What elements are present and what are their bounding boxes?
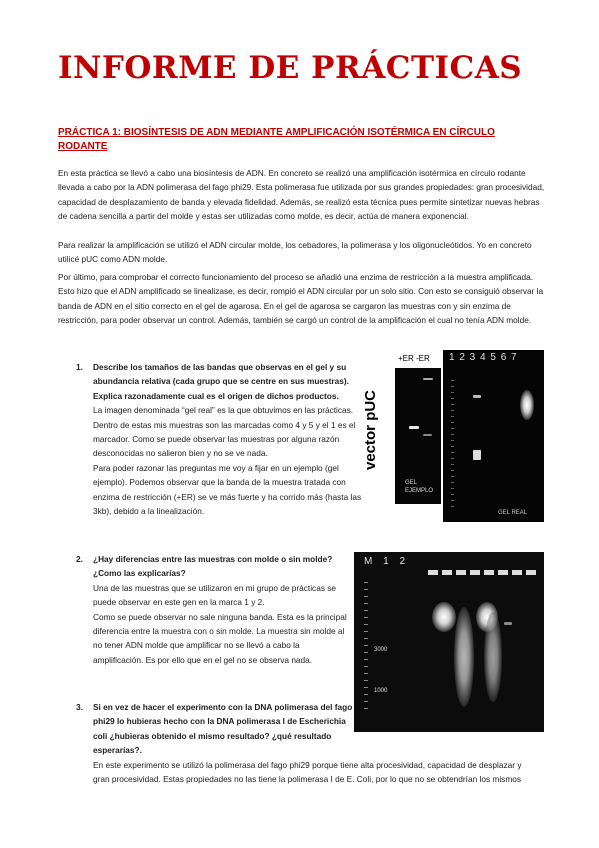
intro-paragraph-3: Por último, para comprobar el correcto funcionamiento del proceso se añadió una enzima de restricción a la muestra amplificada. Esto hizo que el ADN amplificado se linealizase, es decir, rompió el ADN circular por un solo sitio. Con esto se consiguió observar la banda de ADN en el sitio correcto en el gel de agarosa. En el gel de agarosa se cargaron las muestras con y sin enzima de restricción, para poder observar un control. Además, también se cargó un control de la amplificación el cual no tenía ADN molde. <box>58 272 544 326</box>
question-2-answer-2: Como se puede observar no sale ninguna banda. Esta es la principal diferencia entre la muestra con o sin molde. La muestra sin molde al no tener ADN molde que amplificar no se llevó a cabo la amplificación. Es por ello que en el gel no se observa nada. <box>93 611 347 665</box>
gel-real-caption: GEL REAL <box>498 510 528 516</box>
question-1-number: 1. <box>76 362 83 372</box>
intro-paragraph-1: En esta práctica se llevó a cabo una biosíntesis de ADN. En concreto se realizó una amplificación isotérmica en círculo rodante llevada a cabo por la ADN polimerasa del fago phi29. Esta polimerasa fue utilizada por sus grandes propiedades: gran procesividad, capacidad de desplazamiento de banda y elevada fidelidad. Además, se realizó esta técnica pues permite sintetizar nuevas hebras de cadena sencilla a partir del molde y estas ser utilizadas como molde, es decir, actúa de manera exponencial. <box>58 168 545 222</box>
question-1-block <box>93 360 365 518</box>
gel-real <box>443 350 544 522</box>
question-3-answer-1: En este experimento se utilizó la polimerasa del fago phi29 porque tiene alta procesividad, capacidad de desplazar y gran procesividad. Estas propiedades no las tiene la polimerasa I de E. Coli, por lo que no se obtendrían los mismos <box>93 759 522 785</box>
page-title: INFORME DE PRÁCTICAS <box>58 50 523 86</box>
question-3-text: Si en vez de hacer el experimento con la DNA polimerasa del fago phi29 lo hubieras hecho con la DNA polimerasa I de Escherichia coli ¿hubieras obtenido el mismo resultado? ¿qué resultado esperarías?. <box>93 702 353 756</box>
practice-title: PRÁCTICA 1: BIOSÍNTESIS DE ADN MEDIANTE AMPLIFICACIÓN ISOTÉRMICA EN CÍRCULO RODANTE <box>58 127 495 152</box>
question-1-text: Describe los tamaños de las bandas que observas en el gel y su abundancia relativa (cada grupo que se centre en sus muestras). Explica razonadamente cual es el origen de dichos productos. <box>93 362 349 401</box>
question-2-text: ¿Hay diferencias entre las muestras con molde o sin molde? ¿Como las explicarías? <box>93 554 333 579</box>
gel-group-marker-3000: 3000 <box>374 647 388 653</box>
question-2-answer-1: Una de las muestras que se utilizaron en mi grupo de prácticas se puede observar en este gen en la marca 1 y 2. <box>93 582 337 608</box>
intro-paragraph-2: Para realizar la amplificación se utilizó el ADN circular molde, los cebadores, la polimerasa y los oligonucleótidos. Yo en concreto utilicé pUC como ADN molde. <box>58 240 532 265</box>
question-1-answer-1: La imagen denominada “gel real” es la que obtuvimos en las prácticas. Dentro de estas mis muestras son las marcadas como 4 y 5 y el 1 es el marcador. Como se puede observar las muestras por alguna razón desconocidas no salieron bien y no se ve nada. <box>93 405 356 459</box>
gel-group-lanes: M 1 2 <box>364 556 410 567</box>
question-3-block <box>93 700 523 786</box>
gel-example <box>395 354 441 504</box>
gel-group-marker-1000: 1000 <box>374 688 388 694</box>
gel-example-caption: GEL EJEMPLO <box>405 480 434 494</box>
question-2-block <box>93 552 349 667</box>
vector-label: vector pUC <box>362 389 379 470</box>
gel-example-header: +ER -ER <box>398 354 430 363</box>
gel-real-lanes: 1 2 3 4 5 6 7 <box>449 352 518 363</box>
question-2-number: 2. <box>76 554 83 564</box>
question-1-answer-2: Para poder razonar las preguntas me voy a fijar en un ejemplo (gel ejemplo). Podemos observar que la banda de la muestra tratada con enzima de restricción (+ER) se ve más fuerte y ha corrido más (hasta las 3kb), debido a la linealización. <box>93 462 362 517</box>
question-3-number: 3. <box>76 702 83 712</box>
